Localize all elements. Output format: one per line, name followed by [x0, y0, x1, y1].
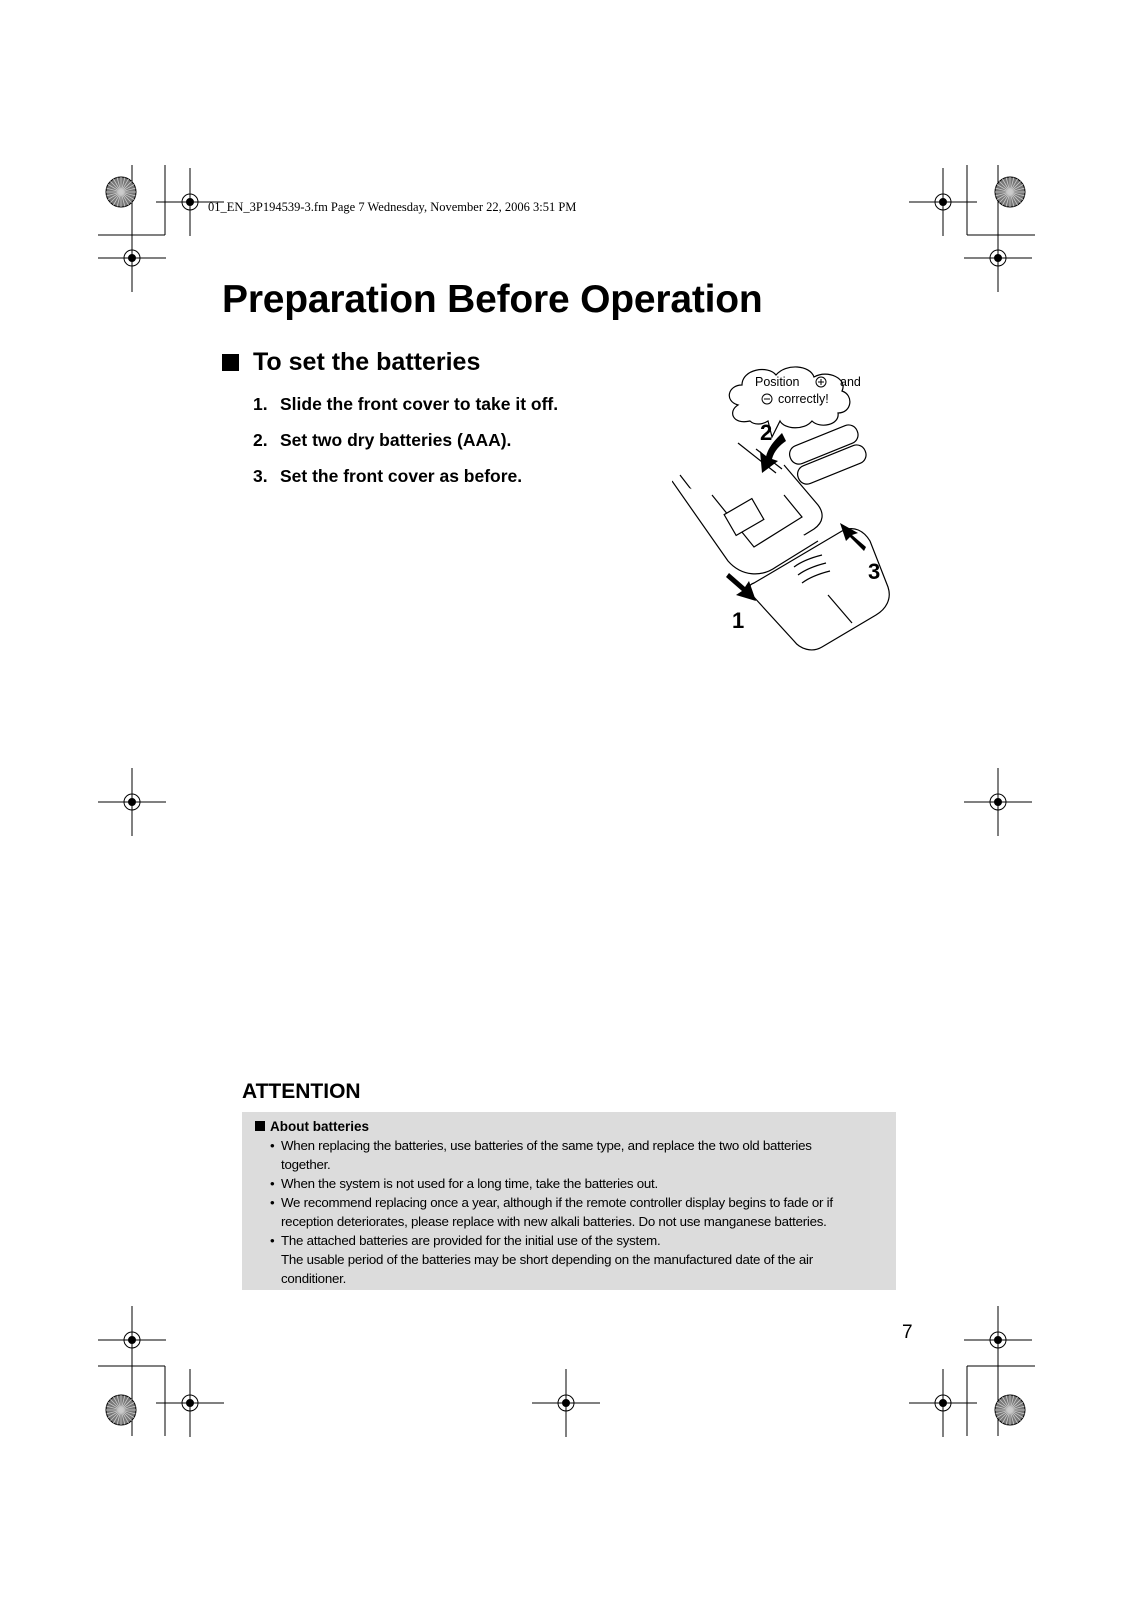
registration-starburst-icon	[995, 1395, 1025, 1425]
registration-target-icon	[156, 1369, 224, 1437]
list-item: 1. Slide the front cover to take it off.	[253, 394, 559, 414]
attention-subtitle-row	[255, 1116, 884, 1136]
registration-target-icon	[98, 768, 166, 836]
page-number: 7	[902, 1322, 913, 1343]
black-square-icon	[255, 1121, 265, 1131]
attention-subtitle: About batteries	[270, 1118, 370, 1134]
step-label-3: 3	[868, 559, 881, 584]
list-item: • The attached batteries are provided for the initial use of the system. The usable period of the batteries may be short depending on the manufactured date of the air conditioner.	[270, 1233, 813, 1286]
page-title: Preparation Before Operation	[222, 278, 763, 321]
bullet-dot-icon: •	[270, 1138, 275, 1153]
batteries	[787, 422, 869, 487]
registration-starburst-icon	[106, 177, 136, 207]
step-label-1: 1	[732, 608, 745, 633]
callout-text-correctly: correctly!	[778, 392, 829, 406]
list-item: • When the system is not used for a long time, take the batteries out.	[270, 1176, 658, 1191]
registration-target-icon	[964, 768, 1032, 836]
list-item: • When replacing the batteries, use batteries of the same type, and replace the two old batteries together.	[270, 1138, 812, 1172]
registration-target-icon	[98, 224, 166, 292]
bullet-dot-icon: •	[270, 1233, 275, 1248]
callout-text-and: and	[840, 375, 861, 389]
section-title: To set the batteries	[253, 348, 481, 376]
list-item: 3. Set the front cover as before.	[253, 466, 523, 486]
list-item: • We recommend replacing once a year, although if the remote controller display begins to fade or if reception deteriorates, please replace with new alkali batteries. Do not use manganese batteries.	[270, 1195, 833, 1229]
registration-target-icon	[532, 1369, 600, 1437]
callout-text-position: Position	[755, 375, 800, 389]
steps-list	[253, 394, 558, 502]
bullet-dot-icon: •	[270, 1195, 275, 1210]
bullet-dot-icon: •	[270, 1176, 275, 1191]
registration-target-icon	[964, 1306, 1032, 1374]
attention-bullets	[255, 1136, 884, 1288]
battery-installation-illustration	[672, 355, 912, 675]
registration-target-icon	[98, 1306, 166, 1374]
attention-box	[242, 1112, 896, 1290]
registration-starburst-icon	[106, 1395, 136, 1425]
file-header-line: 01_EN_3P194539-3.fm Page 7 Wednesday, November 22, 2006 3:51 PM	[208, 200, 577, 214]
registration-target-icon	[964, 224, 1032, 292]
step-label-2: 2	[760, 420, 773, 445]
attention-title: ATTENTION	[242, 1080, 361, 1103]
registration-starburst-icon	[995, 177, 1025, 207]
section-heading	[222, 348, 480, 377]
black-square-icon	[222, 354, 239, 371]
list-item: 2. Set two dry batteries (AAA).	[253, 430, 512, 450]
